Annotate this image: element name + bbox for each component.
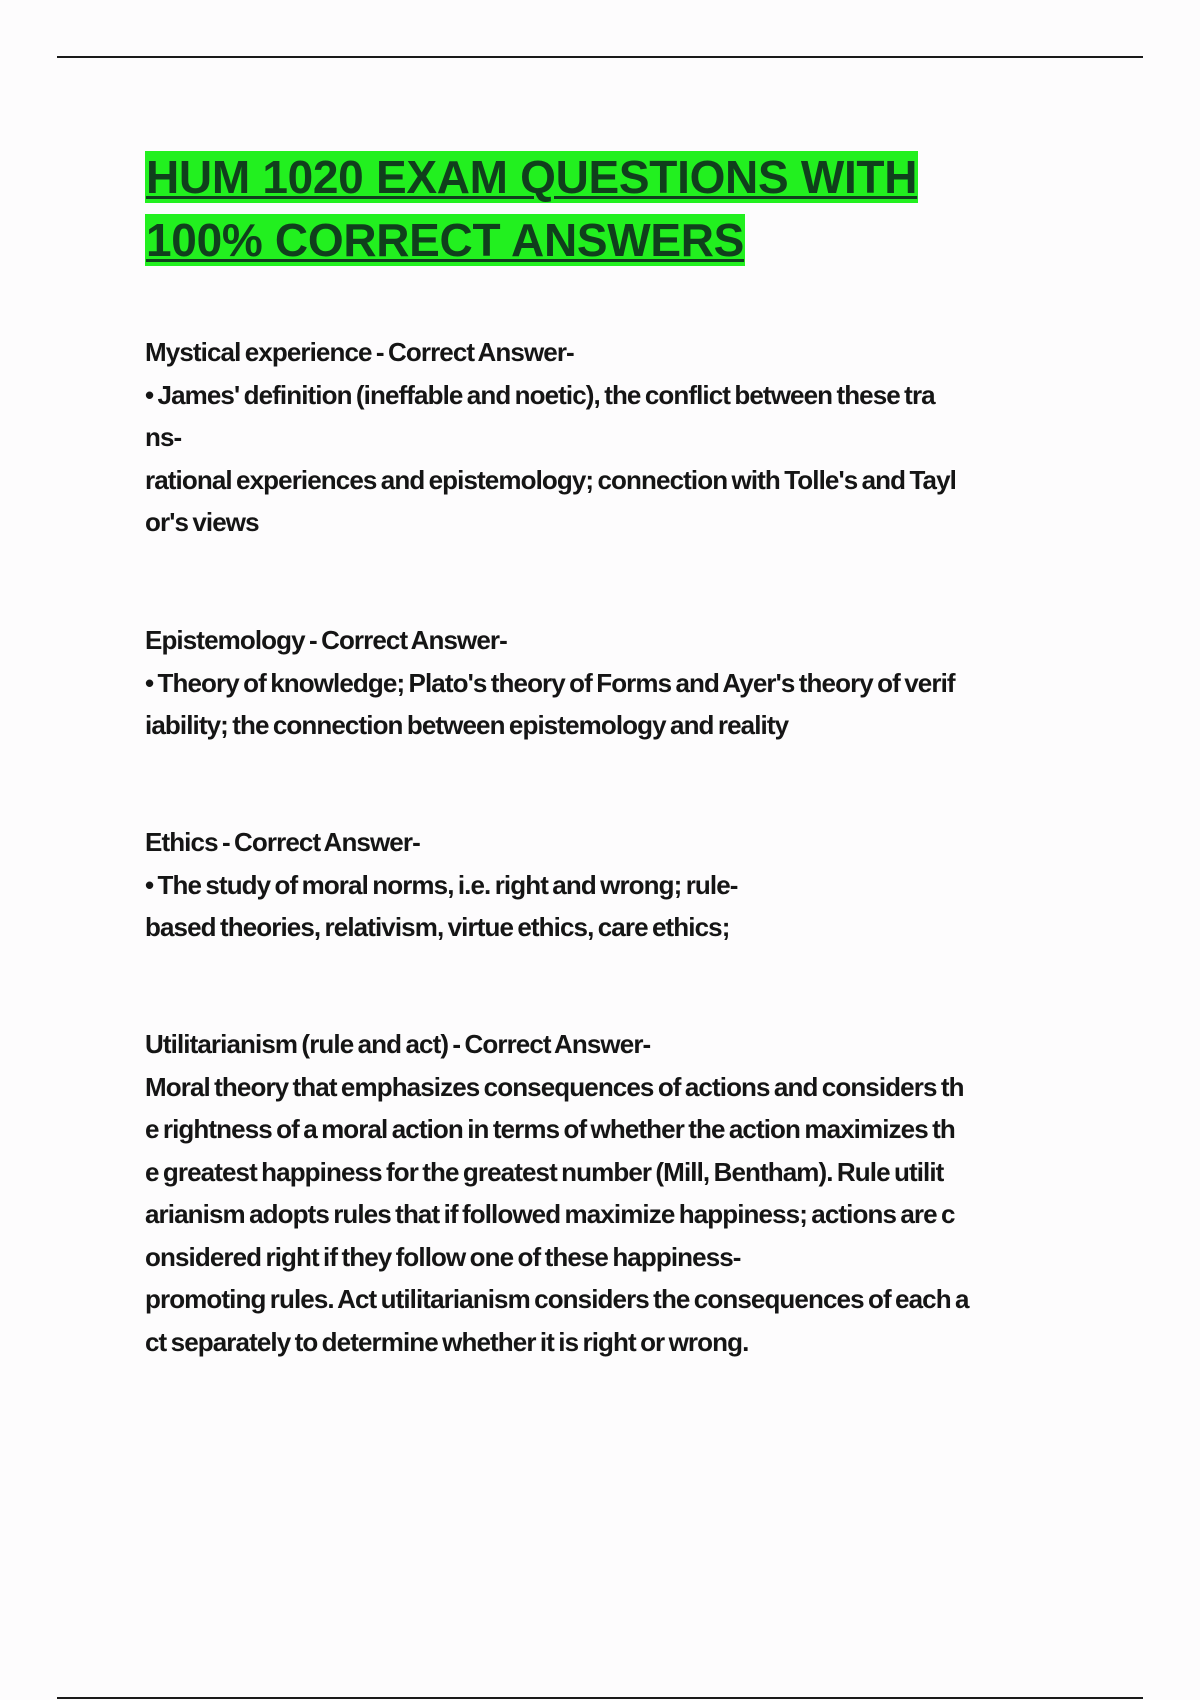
- answer-line: based theories, relativism, virtue ethics, care ethics;: [145, 912, 730, 942]
- qa-entry-epistemology: [145, 619, 1095, 747]
- answer-line: ct separately to determine whether it is right or wrong.: [145, 1326, 749, 1357]
- header-rule: [57, 56, 1143, 58]
- question-line: Ethics - Correct Answer-: [145, 827, 420, 857]
- answer-line: rational experiences and epistemology; connection with Tolle's and Tayl: [145, 464, 956, 495]
- answer-line: promoting rules. Act utilitarianism considers the consequences of each a: [145, 1284, 969, 1314]
- title-line-2: 100% CORRECT ANSWERS: [146, 214, 745, 266]
- answer-line: • James' definition (ineffable and noetic), the conflict between these tra: [145, 379, 935, 410]
- answer-line: • The study of moral norms, i.e. right and wrong; rule-: [145, 869, 738, 900]
- answer-line: • Theory of knowledge; Plato's theory of Forms and Ayer's theory of verif: [145, 667, 955, 698]
- question-line: Epistemology - Correct Answer-: [145, 625, 507, 655]
- qa-entry-utilitarianism: [145, 1023, 1095, 1363]
- answer-line: onsidered right if they follow one of these happiness-: [145, 1241, 741, 1272]
- qa-entry-ethics: [145, 821, 1095, 949]
- answer-line: Moral theory that emphasizes consequences of actions and considers th: [145, 1071, 964, 1102]
- answer-line: e rightness of a moral action in terms of whether the action maximizes th: [145, 1114, 955, 1144]
- footer-rule: [57, 1697, 1143, 1699]
- answer-line: or's views: [145, 507, 259, 537]
- answer-line: ns-: [145, 422, 182, 452]
- qa-entry-mystical-experience: [145, 331, 1095, 544]
- question-line: Mystical experience - Correct Answer-: [145, 337, 574, 367]
- question-line: Utilitarianism (rule and act) - Correct Answer-: [145, 1029, 651, 1059]
- answer-line: iability; the connection between epistemology and reality: [145, 710, 789, 740]
- answer-line: e greatest happiness for the greatest number (Mill, Bentham). Rule utilit: [145, 1156, 944, 1187]
- title-line-1: HUM 1020 EXAM QUESTIONS WITH: [146, 151, 918, 203]
- document-title: [145, 146, 1045, 272]
- answer-line: arianism adopts rules that if followed maximize happiness; actions are c: [145, 1199, 955, 1229]
